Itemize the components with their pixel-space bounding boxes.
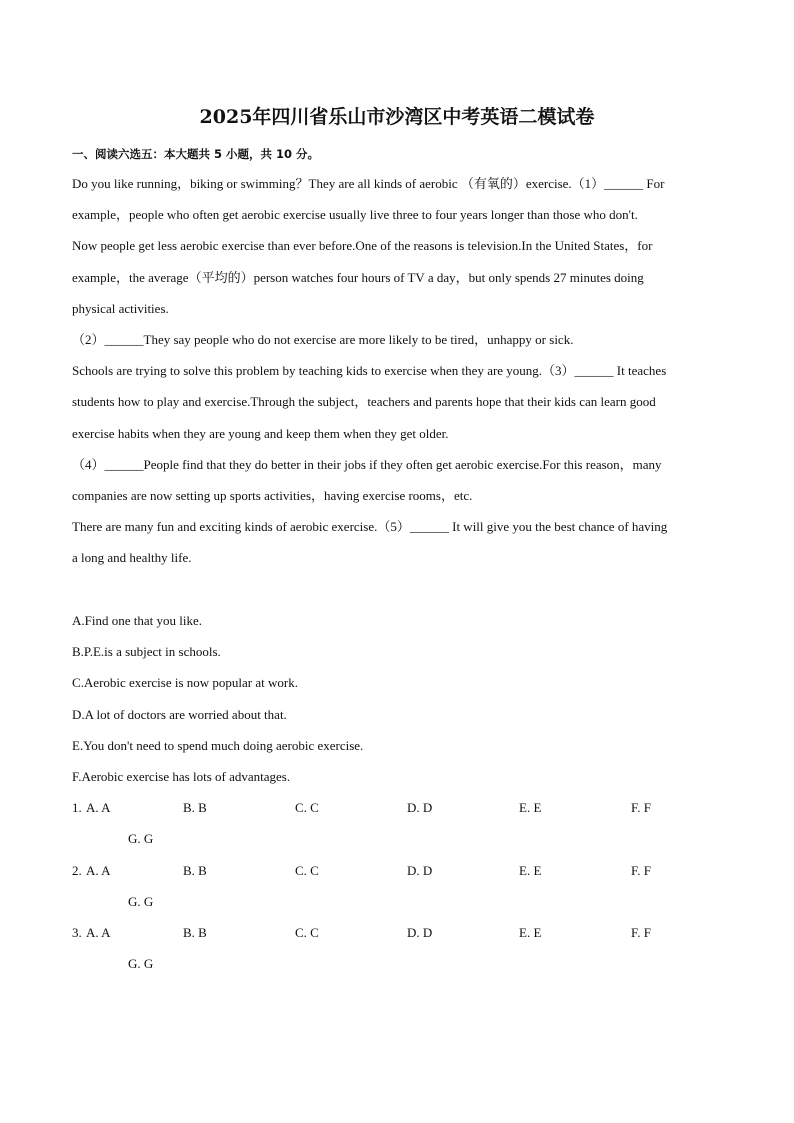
choice-g[interactable]: G. G [128,831,154,846]
question-1 [72,796,732,858]
passage-line: （4）______People find that they do better in their jobs if they often get aerobic exercise.For this reason，many [72,456,662,472]
option-item: E.You don't need to spend much doing aerobic exercise. [72,737,364,753]
choice-d[interactable]: D. D [407,800,433,815]
choice-g[interactable]: G. G [128,894,154,909]
question-number: 3. [72,925,82,940]
option-item: F.Aerobic exercise has lots of advantages. [72,768,291,784]
choice-f[interactable]: F. F [631,800,651,815]
answer-options [72,609,732,796]
passage-line: example，the average（平均的）person watches four hours of TV a day，but only spends 27 minutes doing [72,269,644,285]
option-item: A.Find one that you like. [72,613,202,628]
choice-c[interactable]: C. C [295,925,319,940]
question-3 [72,921,732,983]
choice-e[interactable]: E. E [519,925,542,940]
page-title: 2025年四川省乐山市沙湾区中考英语二模试卷 [199,106,595,128]
choice-d[interactable]: D. D [407,925,433,940]
passage-line: Do you like running，biking or swimming？They are all kinds of aerobic （有氧的）exercise.（1）______ For [72,176,665,191]
passage-line: example，people who often get aerobic exercise usually live three to four years longer than those who don't. [72,207,638,223]
choice-f[interactable]: F. F [631,863,651,878]
question-2 [72,859,732,921]
passage-line: （2）______They say people who do not exercise are more likely to be tired，unhappy or sick. [72,331,574,347]
question-number: 1. [72,800,82,815]
section-heading: 一、阅读六选五：本大题共 5 小题，共 10 分。 [72,147,320,161]
passage-line: There are many fun and exciting kinds of aerobic exercise.（5）______ It will give you the best chance of having [72,519,668,535]
passage-line: physical activities. [72,300,169,316]
passage-line: companies are now setting up sports activities，having exercise rooms，etc. [72,487,473,503]
passage-line: Schools are trying to solve this problem by teaching kids to exercise when they are young.（3）______ It teaches [72,363,667,379]
choice-b[interactable]: B. B [183,925,207,940]
passage-line: exercise habits when they are young and keep them when they get older. [72,425,449,441]
passage-line: a long and healthy life. [72,550,192,566]
option-item: B.P.E.is a subject in schools. [72,644,221,660]
reading-passage [72,172,732,577]
choice-e[interactable]: E. E [519,863,542,878]
question-number: 2. [72,863,82,878]
passage-line: Now people get less aerobic exercise than ever before.One of the reasons is television.In the United States，for [72,238,653,254]
choice-a[interactable]: A. A [86,863,111,878]
choice-c[interactable]: C. C [295,800,319,815]
choice-b[interactable]: B. B [183,863,207,878]
choice-d[interactable]: D. D [407,863,433,878]
option-item: C.Aerobic exercise is now popular at work. [72,675,298,691]
option-item: D.A lot of doctors are worried about that. [72,706,287,722]
choice-c[interactable]: C. C [295,863,319,878]
choice-g[interactable]: G. G [128,956,154,971]
choice-a[interactable]: A. A [86,925,111,940]
choice-b[interactable]: B. B [183,800,207,815]
choice-a[interactable]: A. A [86,800,111,815]
choice-f[interactable]: F. F [631,925,651,940]
choice-e[interactable]: E. E [519,800,542,815]
passage-line: students how to play and exercise.Through the subject，teachers and parents hope that their kids can learn good [72,394,656,410]
